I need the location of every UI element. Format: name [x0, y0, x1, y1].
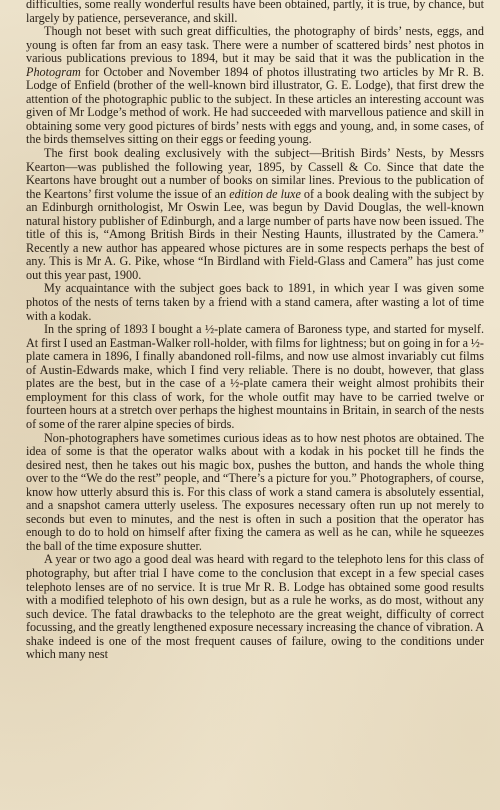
- italic-title: Photogram: [26, 64, 81, 79]
- text-segment: My acquaintance with the subject goes back to 1891, in which year I was given some photos of the nests of terns taken by a friend with a stand camera, after wasting a lot of time with a kodak.: [26, 281, 484, 323]
- paragraph: [26, 0, 484, 25]
- paragraph: [26, 323, 484, 431]
- text-segment: The first book dealing exclusively with the subject—British Birds’ Nests, by Messrs Kearton—was published the following year, 1895, by Cassell & Co. Since that date the Keartons have brought out a number of books on similar lines. Previous to the publication of the Keartons’ first volume the issue of an: [26, 146, 484, 201]
- text-segment: of a book dealing with the subject by an Edinburgh ornithologist, Mr Oswin Lee, was begun by David Douglas, the well-known natural history publisher of Edinburgh, and a large number of parts have now been issued. The title of this is, “Among British Birds in their Nesting Haunts, illustrated by the Camera.” Recently a new author has appeared whose pictures are in some respects perhaps the best of any. This is Mr A. G. Pike, whose “In Birdland with Field-Glass and Camera” has just come out this year past, 1900.: [26, 186, 484, 282]
- paragraph: [26, 25, 484, 147]
- body-text: [26, 0, 484, 662]
- paragraph: [26, 282, 484, 323]
- text-segment: for October and November 1894 of photos illustrating two articles by Mr R. B. Lodge of Enfield (brother of the well-known bird illustrator, G. E. Lodge), that first drew the attention of the photographic public to the subject. In these articles an interesting account was given of Mr Lodge’s method of work. He had succeeded with marvellous patience and skill in obtaining some very good pictures of birds’ nests with eggs and young, and, in some cases, of the birds themselves sitting on their eggs or feeding young.: [26, 64, 484, 147]
- paragraph: [26, 147, 484, 282]
- paragraph: [26, 432, 484, 554]
- text-segment: Non-photographers have sometimes curious ideas as to how nest photos are obtained. The idea of some is that the operator walks about with a kodak in his pocket till he finds the desired nest, then he takes out his magic box, pushes the button, and hands the whole thing over to the “We do the rest” people, and “There’s a picture for you.” Photographers, of course, know how utterly absurd this is. For this class of work a stand camera is absolutely essential, and a snapshot camera utterly useless. The exposures necessary often run up not merely to seconds but even to minutes, and the nest is often in such a position that the operator has enough to do to hold on himself after fixing the camera as well as he can, while he squeezes the ball of the time exposure shutter.: [26, 430, 484, 553]
- paragraph: [26, 553, 484, 661]
- italic-title: edition de luxe: [229, 186, 301, 201]
- text-segment: In the spring of 1893 I bought a ½-plate camera of Baroness type, and started for myself. At first I used an Eastman-Walker roll-holder, with films for lightness; but on going in for a ½-plate camera in 1896, I finally abandoned roll-films, and now use almost invariably cut films of Austin-Edwards make, which I find very reliable. There is no doubt, however, that glass plates are the best, but in the case of a ½-plate camera their weight almost prohibits their employment for this class of work, for the whole outfit may have to be carried twelve or fourteen hours at a stretch over perhaps the highest mountains in Britain, in search of the nests of some of the rarer alpine species of birds.: [26, 322, 484, 431]
- text-segment: A year or two ago a good deal was heard with regard to the telephoto lens for this class of photography, but after trial I have come to the conclusion that except in a few special cases telephoto lenses are of no service. It is true Mr R. B. Lodge has obtained some good results with a modified telephoto of his own design, but as a rule he works, as do most, without any such device. The fatal drawbacks to the telephoto are the great weight, difficulty of correct focussing, and the greatly lengthened exposure necessary increasing the chance of vibration. A shake indeed is one of the most frequent causes of failure, owing to the conditions under which many nest: [26, 552, 485, 662]
- text-segment: Though not beset with such great difficulties, the photography of birds’ nests, eggs, and young is often far from an easy task. There were a number of scattered birds’ nest photos in various publications previous to 1894, but it may be said that it was the publication in the: [26, 24, 484, 66]
- text-segment: difficulties, some really wonderful results have been obtained, partly, it is true, by chance, but largely by patience, perseverance, and skill.: [26, 0, 484, 25]
